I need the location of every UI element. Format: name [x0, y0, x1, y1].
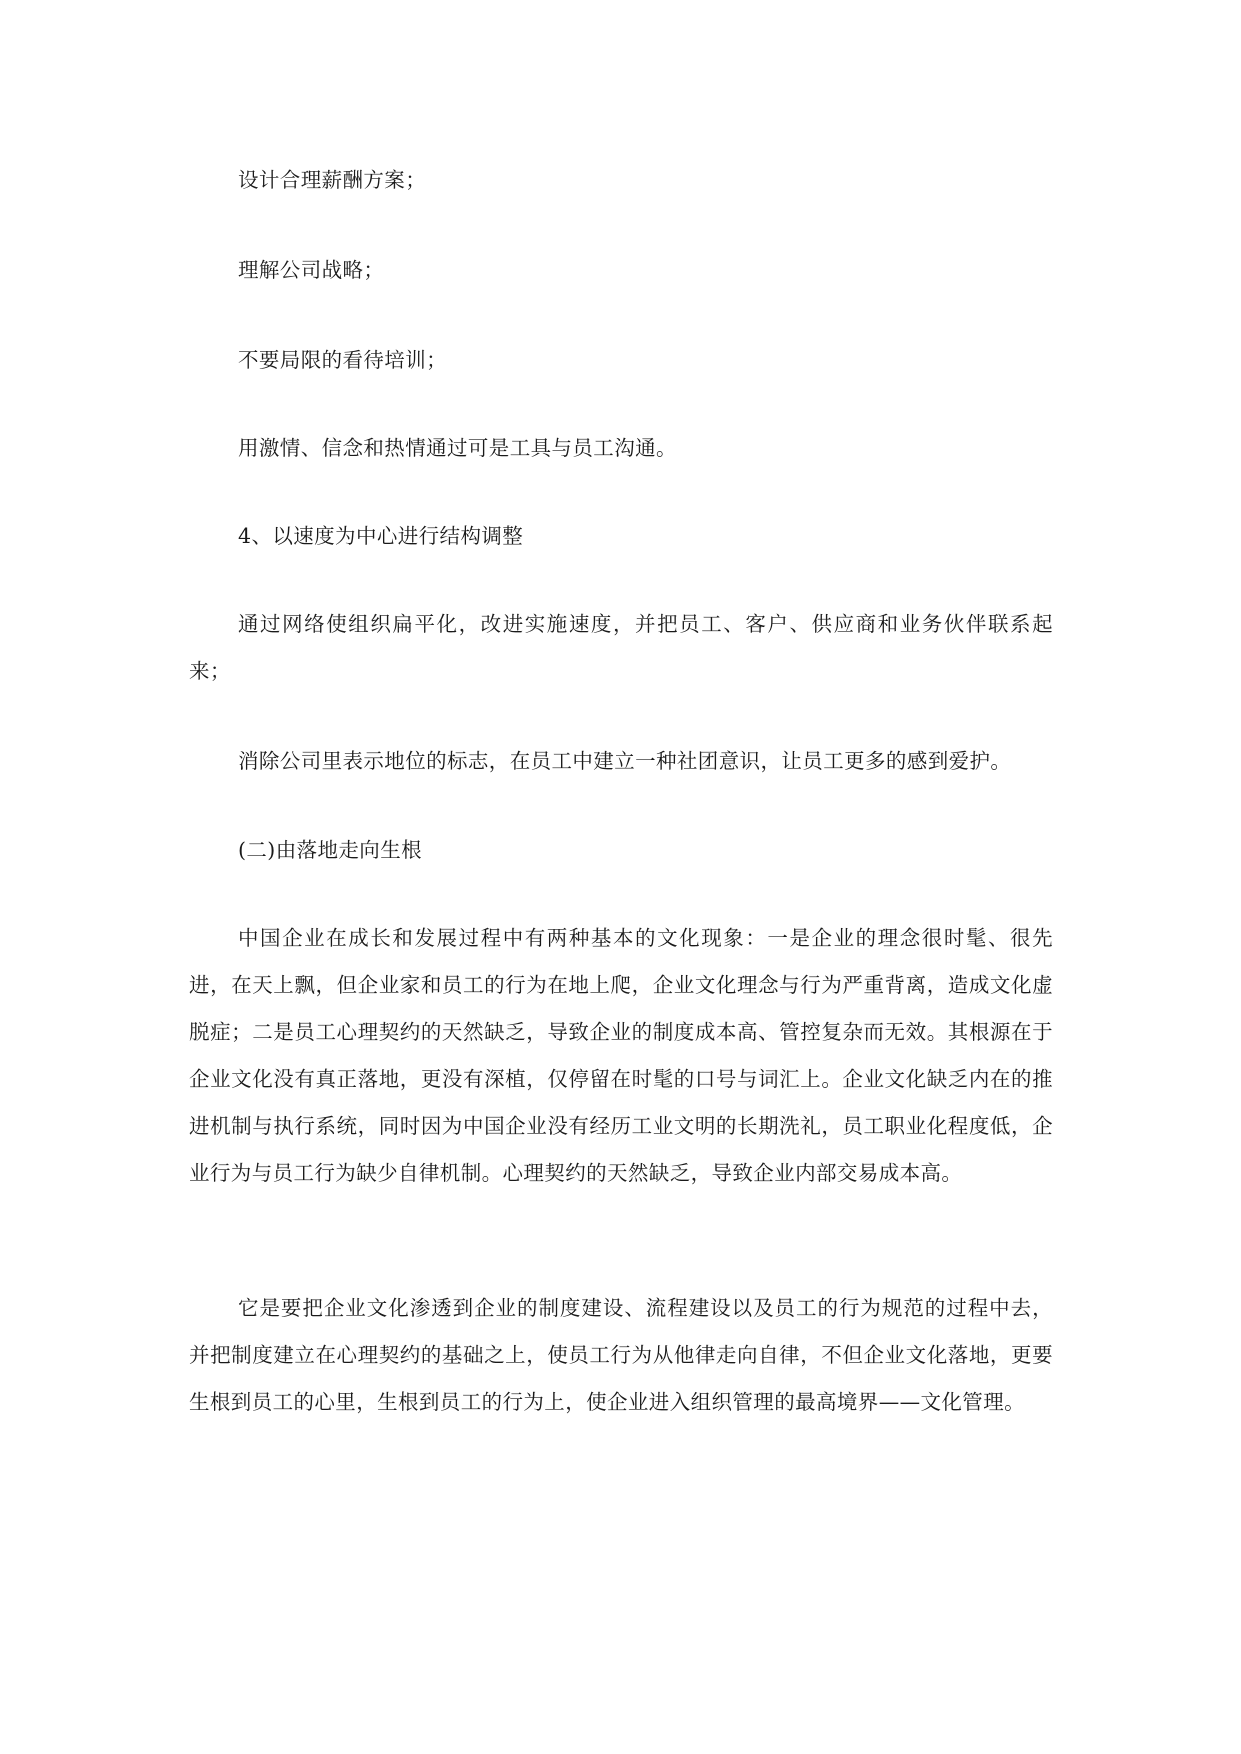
list-item-communication: 用激情、信念和热情通过可是工具与员工沟通。 [238, 436, 677, 460]
list-item-salary: 设计合理薪酬方案； [238, 168, 427, 192]
section-heading-rooting: (二)由落地走向生根 [238, 838, 422, 862]
list-item-strategy: 理解公司战略； [238, 258, 385, 282]
list-item-status-symbols: 消除公司里表示地位的标志，在员工中建立一种社团意识，让员工更多的感到爱护。 [238, 749, 1012, 773]
body-paragraph-management: 它是要把企业文化渗透到企业的制度建设、流程建设以及员工的行为规范的过程中去，并把制度建立在心理契约的基础之上，使员工行为从他律走向自律，不但企业文化落地，更要生根到员工的心里，生根到员工的行为上，使企业进入组织管理的最高境界——文化管理。 [189, 1296, 1053, 1414]
list-item-training: 不要局限的看待培训； [238, 348, 447, 372]
list-item-network: 通过网络使组织扁平化，改进实施速度，并把员工、客户、供应商和业务伙伴联系起来； [189, 612, 1053, 683]
section-heading-speed: 4、以速度为中心进行结构调整 [238, 524, 524, 548]
body-paragraph-culture: 中国企业在成长和发展过程中有两种基本的文化现象：一是企业的理念很时髦、很先进，在天上飘，但企业家和员工的行为在地上爬，企业文化理念与行为严重背离，造成文化虚脱症；二是员工心理契约的天然缺乏，导致企业的制度成本高、管控复杂而无效。其根源在于企业文化没有真正落地，更没有深植，仅停留在时髦的口号与词汇上。企业文化缺乏内在的推进机制与执行系统，同时因为中国企业没有经历工业文明的长期洗礼，员工职业化程度低，企业行为与员工行为缺少自律机制。心理契约的天然缺乏，导致企业内部交易成本高。 [189, 926, 1053, 1185]
